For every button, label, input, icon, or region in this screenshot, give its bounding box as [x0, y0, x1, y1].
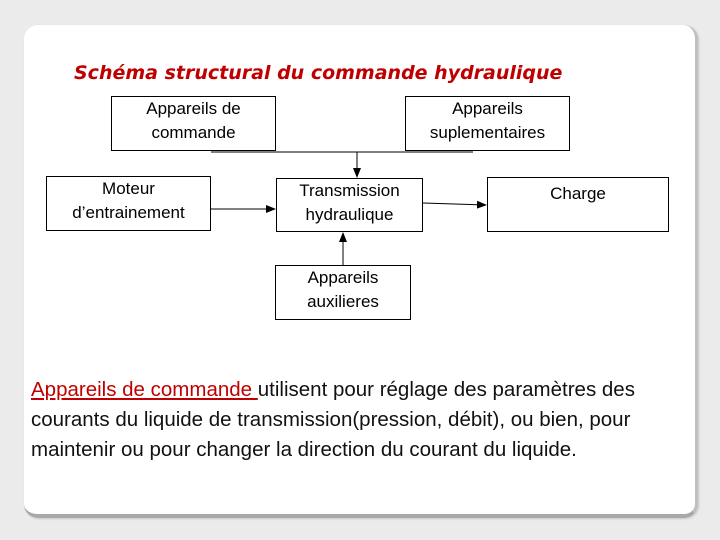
box-label-line: Charge	[550, 184, 606, 203]
box-label-line: Moteur	[102, 179, 155, 198]
box-label-line: d’entrainement	[72, 203, 185, 222]
diagram-title: Schéma structural du commande hydraulique	[74, 62, 563, 84]
arrow-transmission-to-charge	[423, 203, 486, 205]
highlighted-term: Appareils de commande	[31, 378, 258, 401]
box-label-line: commande	[151, 123, 236, 142]
box-label-line: Appareils de	[146, 99, 241, 118]
box-label-line: suplementaires	[429, 123, 546, 142]
box-label-line: hydraulique	[305, 205, 394, 224]
box-label-line: Appareils	[452, 99, 523, 118]
box-transmission-hydraulique	[276, 178, 423, 232]
description-paragraph	[31, 375, 701, 465]
box-moteur-entrainement	[46, 176, 211, 231]
box-charge	[487, 177, 669, 232]
paragraph-text: utilisent pour réglage des paramètres des courants du liquide de transmission(pression, débit), ou bien, pour maintenir ou pour changer la direction du courant du liquide.	[31, 378, 635, 461]
box-label-line: Appareils	[307, 268, 379, 287]
box-label-line: auxilieres	[307, 292, 379, 311]
box-label-line: Transmission	[299, 181, 400, 200]
box-appareils-auxilieres	[275, 265, 411, 320]
box-appareils-de-commande	[111, 96, 276, 151]
box-appareils-suplementaires	[405, 96, 570, 151]
